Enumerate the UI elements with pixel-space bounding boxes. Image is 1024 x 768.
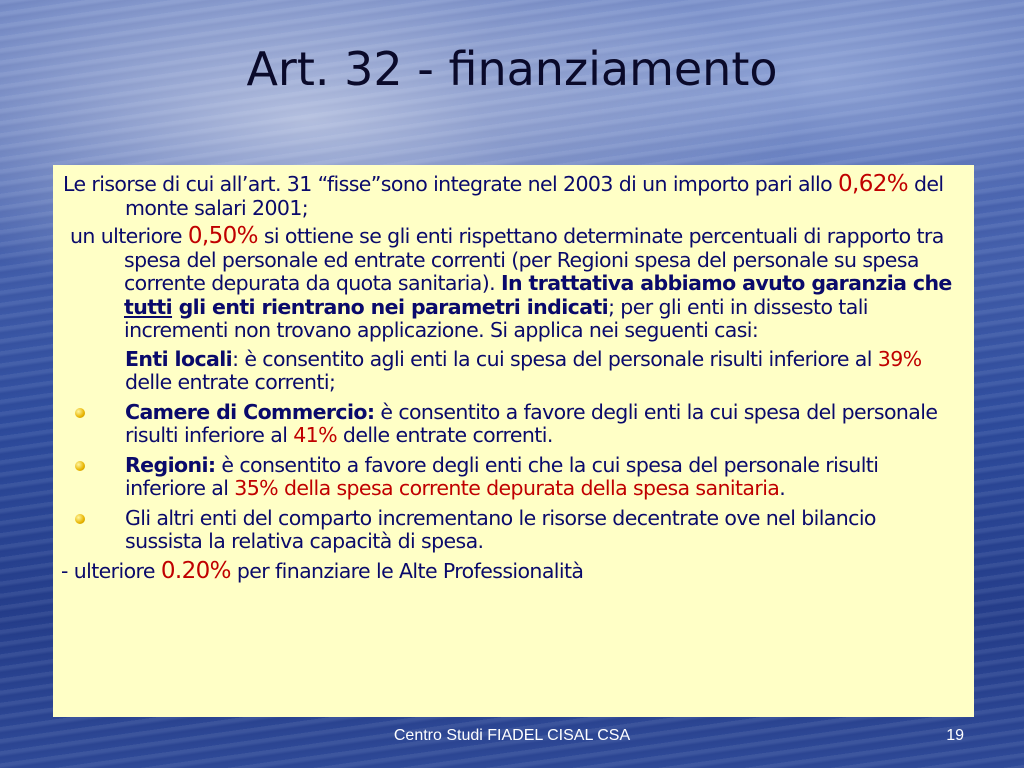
content-panel [53,165,974,717]
percent-value: 39% [877,346,922,371]
underlined-text: tutti [124,294,173,319]
text: . [779,476,786,500]
text: delle entrate correnti. [336,423,553,447]
paragraph-additional-resources [63,225,954,343]
text: delle entrate correnti; [125,370,336,394]
bullet-icon [75,408,85,418]
text: - ulteriore [61,558,161,583]
case-enti-locali [63,348,954,395]
bold-text: gli enti rientrano nei parametri indicati [172,294,609,319]
text: Le risorse di cui all’art. 31 “fisse”sono integrate nel 2003 di un importo pari allo [63,172,838,196]
text: è consentito a favore degli enti la cui spesa del personale risulti inferiore al [125,399,938,447]
percent-value: 41% [293,423,337,447]
percent-value: 0,50% [187,223,258,249]
paragraph-fixed-resources [63,173,954,220]
case-label: Enti locali [125,346,233,371]
footer-organization: Centro Studi FIADEL CISAL CSA [393,727,631,744]
text: : è consentito agli enti la cui spesa del personale risulti inferiore al [232,346,878,371]
case-label: Camere di Commercio: [125,399,375,424]
case-label: Regioni: [125,452,216,477]
text: Gli altri enti del comparto incrementano le risorse decentrate ove nel bilancio sussista la relativa capacità di spesa. [125,505,876,553]
text: è consentito a favore degli enti che la cui spesa del personale risulti inferiore al [125,452,879,500]
text: per finanziare le Alte Professionalità [230,558,584,583]
bullet-icon [75,461,85,471]
highlight-text: 35% della spesa corrente depurata della spesa sanitaria [234,476,780,500]
case-camere-commercio [63,401,954,448]
text: un ulteriore [70,224,188,248]
percent-value: 0.20% [160,557,231,584]
text: del monte salari 2001; [125,172,944,220]
percent-value: 0,62% [838,171,909,197]
text: ; per gli enti in dissesto tali incrementi non trovano applicazione. Si applica nei seguenti casi: [124,294,868,342]
page-number: 19 [946,727,964,744]
bullet-icon [75,514,85,524]
case-altri-enti [63,507,954,554]
paragraph-alte-professionalita [61,557,954,584]
case-regioni [63,454,954,501]
bold-text: In trattativa abbiamo avuto garanzia che [500,271,952,295]
slide-title: Art. 32 - finanziamento [246,42,778,96]
text: si ottiene se gli enti rispettano determinate percentuali di rapporto tra spesa del personale ed entrate correnti (per Regioni spesa del personale su spesa corrente depurata da quota sanitaria). [124,224,944,295]
